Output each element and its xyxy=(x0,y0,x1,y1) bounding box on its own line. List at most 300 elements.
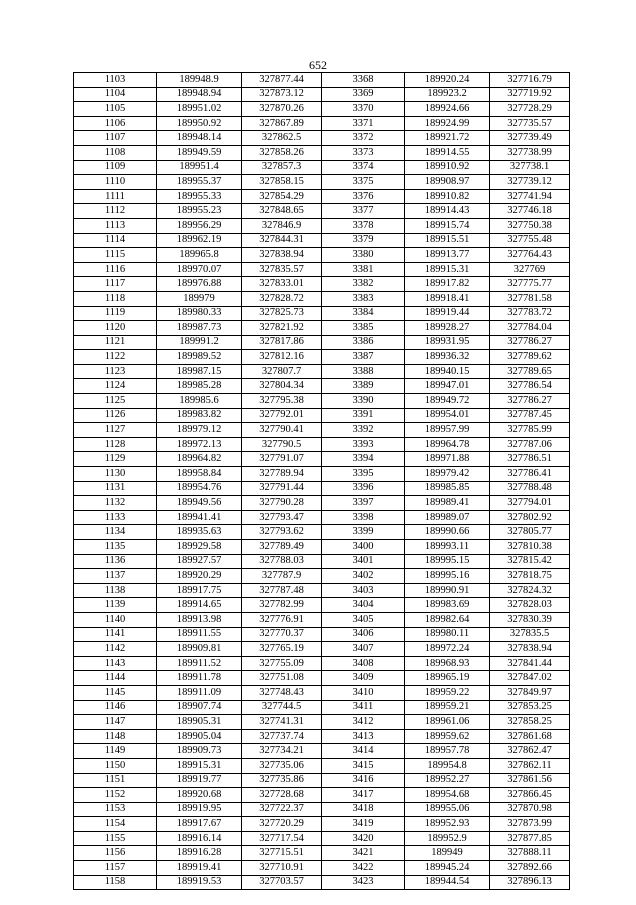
x-coordinate-cell: 189911.55 xyxy=(157,627,242,642)
x-coordinate-cell: 189952.93 xyxy=(405,817,490,832)
x-coordinate-cell: 189987.73 xyxy=(157,321,242,336)
table-row xyxy=(74,685,570,700)
y-coordinate-cell: 327785.99 xyxy=(490,423,570,438)
x-coordinate-cell: 189914.55 xyxy=(405,145,490,160)
point-number-cell: 1121 xyxy=(74,335,157,350)
y-coordinate-cell: 327737.74 xyxy=(242,729,322,744)
x-coordinate-cell: 189931.95 xyxy=(405,335,490,350)
point-number-cell: 3396 xyxy=(322,481,405,496)
y-coordinate-cell: 327728.68 xyxy=(242,788,322,803)
y-coordinate-cell: 327789.65 xyxy=(490,364,570,379)
y-coordinate-cell: 327776.91 xyxy=(242,612,322,627)
point-number-cell: 1148 xyxy=(74,729,157,744)
point-number-cell: 3421 xyxy=(322,846,405,861)
point-number-cell: 1136 xyxy=(74,554,157,569)
table-row xyxy=(74,218,570,233)
point-number-cell: 1133 xyxy=(74,510,157,525)
point-number-cell: 3410 xyxy=(322,685,405,700)
point-number-cell: 1158 xyxy=(74,875,157,890)
y-coordinate-cell: 327728.29 xyxy=(490,102,570,117)
y-coordinate-cell: 327830.39 xyxy=(490,612,570,627)
table-row xyxy=(74,817,570,832)
x-coordinate-cell: 189950.92 xyxy=(157,116,242,131)
y-coordinate-cell: 327782.99 xyxy=(242,598,322,613)
x-coordinate-cell: 189991.2 xyxy=(157,335,242,350)
point-number-cell: 1108 xyxy=(74,145,157,160)
y-coordinate-cell: 327858.26 xyxy=(242,145,322,160)
x-coordinate-cell: 189979.12 xyxy=(157,423,242,438)
y-coordinate-cell: 327815.42 xyxy=(490,554,570,569)
y-coordinate-cell: 327751.08 xyxy=(242,671,322,686)
point-number-cell: 1138 xyxy=(74,583,157,598)
x-coordinate-cell: 189917.67 xyxy=(157,817,242,832)
y-coordinate-cell: 327783.72 xyxy=(490,306,570,321)
point-number-cell: 1135 xyxy=(74,540,157,555)
y-coordinate-cell: 327810.38 xyxy=(490,540,570,555)
x-coordinate-cell: 189949.72 xyxy=(405,394,490,409)
x-coordinate-cell: 189957.78 xyxy=(405,744,490,759)
x-coordinate-cell: 189924.99 xyxy=(405,116,490,131)
table-row xyxy=(74,510,570,525)
point-number-cell: 1157 xyxy=(74,861,157,876)
point-number-cell: 3382 xyxy=(322,277,405,292)
table-row xyxy=(74,569,570,584)
y-coordinate-cell: 327802.92 xyxy=(490,510,570,525)
table-body xyxy=(74,73,570,890)
x-coordinate-cell: 189976.88 xyxy=(157,277,242,292)
y-coordinate-cell: 327764.43 xyxy=(490,248,570,263)
y-coordinate-cell: 327873.99 xyxy=(490,817,570,832)
y-coordinate-cell: 327877.44 xyxy=(242,73,322,88)
point-number-cell: 1103 xyxy=(74,73,157,88)
y-coordinate-cell: 327835.5 xyxy=(490,627,570,642)
table-row xyxy=(74,525,570,540)
x-coordinate-cell: 189980.33 xyxy=(157,306,242,321)
x-coordinate-cell: 189905.31 xyxy=(157,715,242,730)
x-coordinate-cell: 189936.32 xyxy=(405,350,490,365)
y-coordinate-cell: 327847.02 xyxy=(490,671,570,686)
y-coordinate-cell: 327793.62 xyxy=(242,525,322,540)
table-row xyxy=(74,598,570,613)
y-coordinate-cell: 327821.92 xyxy=(242,321,322,336)
point-number-cell: 1120 xyxy=(74,321,157,336)
x-coordinate-cell: 189952.9 xyxy=(405,831,490,846)
table-row xyxy=(74,875,570,890)
point-number-cell: 3381 xyxy=(322,262,405,277)
x-coordinate-cell: 189990.66 xyxy=(405,525,490,540)
point-number-cell: 1115 xyxy=(74,248,157,263)
x-coordinate-cell: 189915.51 xyxy=(405,233,490,248)
x-coordinate-cell: 189955.37 xyxy=(157,175,242,190)
table-row xyxy=(74,379,570,394)
x-coordinate-cell: 189972.24 xyxy=(405,642,490,657)
point-number-cell: 3405 xyxy=(322,612,405,627)
y-coordinate-cell: 327892.66 xyxy=(490,861,570,876)
table-row xyxy=(74,423,570,438)
x-coordinate-cell: 189945.24 xyxy=(405,861,490,876)
x-coordinate-cell: 189917.75 xyxy=(157,583,242,598)
point-number-cell: 3370 xyxy=(322,102,405,117)
point-number-cell: 3385 xyxy=(322,321,405,336)
y-coordinate-cell: 327735.86 xyxy=(242,773,322,788)
y-coordinate-cell: 327720.29 xyxy=(242,817,322,832)
point-number-cell: 1139 xyxy=(74,598,157,613)
point-number-cell: 1116 xyxy=(74,262,157,277)
table-row xyxy=(74,802,570,817)
point-number-cell: 3372 xyxy=(322,131,405,146)
x-coordinate-cell: 189983.82 xyxy=(157,408,242,423)
table-row xyxy=(74,277,570,292)
point-number-cell: 1106 xyxy=(74,116,157,131)
coordinates-table xyxy=(73,72,570,890)
x-coordinate-cell: 189910.92 xyxy=(405,160,490,175)
y-coordinate-cell: 327786.51 xyxy=(490,452,570,467)
y-coordinate-cell: 327788.48 xyxy=(490,481,570,496)
y-coordinate-cell: 327828.72 xyxy=(242,291,322,306)
y-coordinate-cell: 327794.01 xyxy=(490,496,570,511)
x-coordinate-cell: 189910.82 xyxy=(405,189,490,204)
point-number-cell: 3403 xyxy=(322,583,405,598)
y-coordinate-cell: 327719.92 xyxy=(490,87,570,102)
point-number-cell: 3390 xyxy=(322,394,405,409)
point-number-cell: 3391 xyxy=(322,408,405,423)
table-row xyxy=(74,335,570,350)
point-number-cell: 1114 xyxy=(74,233,157,248)
y-coordinate-cell: 327848.65 xyxy=(242,204,322,219)
y-coordinate-cell: 327750.38 xyxy=(490,218,570,233)
y-coordinate-cell: 327877.85 xyxy=(490,831,570,846)
y-coordinate-cell: 327833.01 xyxy=(242,277,322,292)
x-coordinate-cell: 189982.64 xyxy=(405,612,490,627)
y-coordinate-cell: 327858.25 xyxy=(490,715,570,730)
y-coordinate-cell: 327786.41 xyxy=(490,467,570,482)
x-coordinate-cell: 189909.73 xyxy=(157,744,242,759)
table-row xyxy=(74,437,570,452)
x-coordinate-cell: 189918.41 xyxy=(405,291,490,306)
y-coordinate-cell: 327722.37 xyxy=(242,802,322,817)
y-coordinate-cell: 327835.57 xyxy=(242,262,322,277)
table-row xyxy=(74,233,570,248)
x-coordinate-cell: 189993.11 xyxy=(405,540,490,555)
point-number-cell: 1145 xyxy=(74,685,157,700)
x-coordinate-cell: 189968.93 xyxy=(405,656,490,671)
point-number-cell: 3409 xyxy=(322,671,405,686)
x-coordinate-cell: 189955.23 xyxy=(157,204,242,219)
point-number-cell: 3395 xyxy=(322,467,405,482)
point-number-cell: 3394 xyxy=(322,452,405,467)
table-row xyxy=(74,394,570,409)
table-row xyxy=(74,145,570,160)
y-coordinate-cell: 327746.18 xyxy=(490,204,570,219)
x-coordinate-cell: 189907.74 xyxy=(157,700,242,715)
y-coordinate-cell: 327786.27 xyxy=(490,394,570,409)
x-coordinate-cell: 189916.14 xyxy=(157,831,242,846)
x-coordinate-cell: 189911.09 xyxy=(157,685,242,700)
x-coordinate-cell: 189995.15 xyxy=(405,554,490,569)
point-number-cell: 1155 xyxy=(74,831,157,846)
y-coordinate-cell: 327838.94 xyxy=(490,642,570,657)
y-coordinate-cell: 327791.07 xyxy=(242,452,322,467)
point-number-cell: 3401 xyxy=(322,554,405,569)
x-coordinate-cell: 189983.69 xyxy=(405,598,490,613)
x-coordinate-cell: 189919.41 xyxy=(157,861,242,876)
x-coordinate-cell: 189965.19 xyxy=(405,671,490,686)
y-coordinate-cell: 327703.57 xyxy=(242,875,322,890)
table-row xyxy=(74,452,570,467)
table-row xyxy=(74,102,570,117)
table-row xyxy=(74,729,570,744)
point-number-cell: 3388 xyxy=(322,364,405,379)
y-coordinate-cell: 327862.11 xyxy=(490,758,570,773)
point-number-cell: 3380 xyxy=(322,248,405,263)
y-coordinate-cell: 327787.48 xyxy=(242,583,322,598)
point-number-cell: 1153 xyxy=(74,802,157,817)
point-number-cell: 1144 xyxy=(74,671,157,686)
y-coordinate-cell: 327793.47 xyxy=(242,510,322,525)
y-coordinate-cell: 327784.04 xyxy=(490,321,570,336)
x-coordinate-cell: 189915.31 xyxy=(157,758,242,773)
table-row xyxy=(74,715,570,730)
y-coordinate-cell: 327846.9 xyxy=(242,218,322,233)
point-number-cell: 1104 xyxy=(74,87,157,102)
point-number-cell: 1113 xyxy=(74,218,157,233)
table-row xyxy=(74,788,570,803)
point-number-cell: 3383 xyxy=(322,291,405,306)
y-coordinate-cell: 327862.5 xyxy=(242,131,322,146)
table-row xyxy=(74,248,570,263)
y-coordinate-cell: 327817.86 xyxy=(242,335,322,350)
point-number-cell: 1140 xyxy=(74,612,157,627)
y-coordinate-cell: 327812.16 xyxy=(242,350,322,365)
x-coordinate-cell: 189970.07 xyxy=(157,262,242,277)
point-number-cell: 3371 xyxy=(322,116,405,131)
y-coordinate-cell: 327792.01 xyxy=(242,408,322,423)
x-coordinate-cell: 189951.4 xyxy=(157,160,242,175)
table-row xyxy=(74,262,570,277)
point-number-cell: 1110 xyxy=(74,175,157,190)
point-number-cell: 1129 xyxy=(74,452,157,467)
table-row xyxy=(74,73,570,88)
x-coordinate-cell: 189917.82 xyxy=(405,277,490,292)
point-number-cell: 1119 xyxy=(74,306,157,321)
y-coordinate-cell: 327717.54 xyxy=(242,831,322,846)
point-number-cell: 3374 xyxy=(322,160,405,175)
table-row xyxy=(74,291,570,306)
x-coordinate-cell: 189979 xyxy=(157,291,242,306)
point-number-cell: 1137 xyxy=(74,569,157,584)
x-coordinate-cell: 189919.77 xyxy=(157,773,242,788)
y-coordinate-cell: 327804.34 xyxy=(242,379,322,394)
point-number-cell: 1122 xyxy=(74,350,157,365)
y-coordinate-cell: 327790.41 xyxy=(242,423,322,438)
x-coordinate-cell: 189948.94 xyxy=(157,87,242,102)
x-coordinate-cell: 189915.74 xyxy=(405,218,490,233)
x-coordinate-cell: 189913.77 xyxy=(405,248,490,263)
x-coordinate-cell: 189935.63 xyxy=(157,525,242,540)
table-row xyxy=(74,481,570,496)
point-number-cell: 3402 xyxy=(322,569,405,584)
table-row xyxy=(74,758,570,773)
table-row xyxy=(74,612,570,627)
table-row xyxy=(74,364,570,379)
y-coordinate-cell: 327738.99 xyxy=(490,145,570,160)
y-coordinate-cell: 327735.57 xyxy=(490,116,570,131)
x-coordinate-cell: 189919.44 xyxy=(405,306,490,321)
y-coordinate-cell: 327787.45 xyxy=(490,408,570,423)
y-coordinate-cell: 327765.19 xyxy=(242,642,322,657)
table-row xyxy=(74,846,570,861)
x-coordinate-cell: 189949.56 xyxy=(157,496,242,511)
x-coordinate-cell: 189921.72 xyxy=(405,131,490,146)
point-number-cell: 1131 xyxy=(74,481,157,496)
y-coordinate-cell: 327828.03 xyxy=(490,598,570,613)
x-coordinate-cell: 189959.62 xyxy=(405,729,490,744)
y-coordinate-cell: 327853.25 xyxy=(490,700,570,715)
x-coordinate-cell: 189911.78 xyxy=(157,671,242,686)
point-number-cell: 3411 xyxy=(322,700,405,715)
x-coordinate-cell: 189949 xyxy=(405,846,490,861)
point-number-cell: 3368 xyxy=(322,73,405,88)
x-coordinate-cell: 189979.42 xyxy=(405,467,490,482)
point-number-cell: 3415 xyxy=(322,758,405,773)
point-number-cell: 1149 xyxy=(74,744,157,759)
x-coordinate-cell: 189954.01 xyxy=(405,408,490,423)
point-number-cell: 1147 xyxy=(74,715,157,730)
table-row xyxy=(74,306,570,321)
x-coordinate-cell: 189956.29 xyxy=(157,218,242,233)
y-coordinate-cell: 327789.49 xyxy=(242,540,322,555)
table-row xyxy=(74,583,570,598)
y-coordinate-cell: 327896.13 xyxy=(490,875,570,890)
table-row xyxy=(74,554,570,569)
table-row xyxy=(74,204,570,219)
x-coordinate-cell: 189995.16 xyxy=(405,569,490,584)
table-row xyxy=(74,831,570,846)
x-coordinate-cell: 189911.52 xyxy=(157,656,242,671)
point-number-cell: 3416 xyxy=(322,773,405,788)
point-number-cell: 1156 xyxy=(74,846,157,861)
x-coordinate-cell: 189990.91 xyxy=(405,583,490,598)
y-coordinate-cell: 327788.03 xyxy=(242,554,322,569)
y-coordinate-cell: 327738.1 xyxy=(490,160,570,175)
x-coordinate-cell: 189920.29 xyxy=(157,569,242,584)
x-coordinate-cell: 189948.14 xyxy=(157,131,242,146)
x-coordinate-cell: 189908.97 xyxy=(405,175,490,190)
point-number-cell: 1123 xyxy=(74,364,157,379)
x-coordinate-cell: 189980.11 xyxy=(405,627,490,642)
y-coordinate-cell: 327791.44 xyxy=(242,481,322,496)
x-coordinate-cell: 189915.31 xyxy=(405,262,490,277)
y-coordinate-cell: 327739.12 xyxy=(490,175,570,190)
y-coordinate-cell: 327888.11 xyxy=(490,846,570,861)
table-row xyxy=(74,861,570,876)
y-coordinate-cell: 327734.21 xyxy=(242,744,322,759)
point-number-cell: 1117 xyxy=(74,277,157,292)
x-coordinate-cell: 189954.8 xyxy=(405,758,490,773)
point-number-cell: 1105 xyxy=(74,102,157,117)
y-coordinate-cell: 327741.94 xyxy=(490,189,570,204)
x-coordinate-cell: 189964.78 xyxy=(405,437,490,452)
y-coordinate-cell: 327744.5 xyxy=(242,700,322,715)
y-coordinate-cell: 327838.94 xyxy=(242,248,322,263)
table-row xyxy=(74,350,570,365)
y-coordinate-cell: 327710.91 xyxy=(242,861,322,876)
point-number-cell: 3423 xyxy=(322,875,405,890)
point-number-cell: 1107 xyxy=(74,131,157,146)
table-row xyxy=(74,87,570,102)
point-number-cell: 3389 xyxy=(322,379,405,394)
y-coordinate-cell: 327786.27 xyxy=(490,335,570,350)
y-coordinate-cell: 327857.3 xyxy=(242,160,322,175)
x-coordinate-cell: 189952.27 xyxy=(405,773,490,788)
point-number-cell: 3384 xyxy=(322,306,405,321)
x-coordinate-cell: 189919.53 xyxy=(157,875,242,890)
table-row xyxy=(74,700,570,715)
x-coordinate-cell: 189954.68 xyxy=(405,788,490,803)
point-number-cell: 1146 xyxy=(74,700,157,715)
x-coordinate-cell: 189920.24 xyxy=(405,73,490,88)
x-coordinate-cell: 189909.81 xyxy=(157,642,242,657)
y-coordinate-cell: 327870.26 xyxy=(242,102,322,117)
x-coordinate-cell: 189951.02 xyxy=(157,102,242,117)
point-number-cell: 1126 xyxy=(74,408,157,423)
table-row xyxy=(74,627,570,642)
point-number-cell: 3420 xyxy=(322,831,405,846)
table-row xyxy=(74,773,570,788)
y-coordinate-cell: 327805.77 xyxy=(490,525,570,540)
point-number-cell: 3369 xyxy=(322,87,405,102)
x-coordinate-cell: 189916.28 xyxy=(157,846,242,861)
point-number-cell: 3419 xyxy=(322,817,405,832)
y-coordinate-cell: 327849.97 xyxy=(490,685,570,700)
table-row xyxy=(74,160,570,175)
table-row xyxy=(74,131,570,146)
point-number-cell: 3414 xyxy=(322,744,405,759)
point-number-cell: 1128 xyxy=(74,437,157,452)
y-coordinate-cell: 327861.68 xyxy=(490,729,570,744)
x-coordinate-cell: 189957.99 xyxy=(405,423,490,438)
x-coordinate-cell: 189923.2 xyxy=(405,87,490,102)
y-coordinate-cell: 327787.9 xyxy=(242,569,322,584)
point-number-cell: 3378 xyxy=(322,218,405,233)
point-number-cell: 3398 xyxy=(322,510,405,525)
point-number-cell: 1118 xyxy=(74,291,157,306)
point-number-cell: 1141 xyxy=(74,627,157,642)
point-number-cell: 1142 xyxy=(74,642,157,657)
point-number-cell: 1150 xyxy=(74,758,157,773)
y-coordinate-cell: 327790.28 xyxy=(242,496,322,511)
point-number-cell: 3418 xyxy=(322,802,405,817)
point-number-cell: 3399 xyxy=(322,525,405,540)
x-coordinate-cell: 189959.21 xyxy=(405,700,490,715)
y-coordinate-cell: 327858.15 xyxy=(242,175,322,190)
page-number: 652 xyxy=(309,58,327,72)
x-coordinate-cell: 189913.98 xyxy=(157,612,242,627)
point-number-cell: 1112 xyxy=(74,204,157,219)
point-number-cell: 1152 xyxy=(74,788,157,803)
x-coordinate-cell: 189914.43 xyxy=(405,204,490,219)
y-coordinate-cell: 327844.31 xyxy=(242,233,322,248)
point-number-cell: 3373 xyxy=(322,145,405,160)
y-coordinate-cell: 327715.51 xyxy=(242,846,322,861)
table-row xyxy=(74,496,570,511)
table-row xyxy=(74,175,570,190)
point-number-cell: 1127 xyxy=(74,423,157,438)
x-coordinate-cell: 189985.6 xyxy=(157,394,242,409)
y-coordinate-cell: 327741.31 xyxy=(242,715,322,730)
point-number-cell: 3422 xyxy=(322,861,405,876)
x-coordinate-cell: 189944.54 xyxy=(405,875,490,890)
